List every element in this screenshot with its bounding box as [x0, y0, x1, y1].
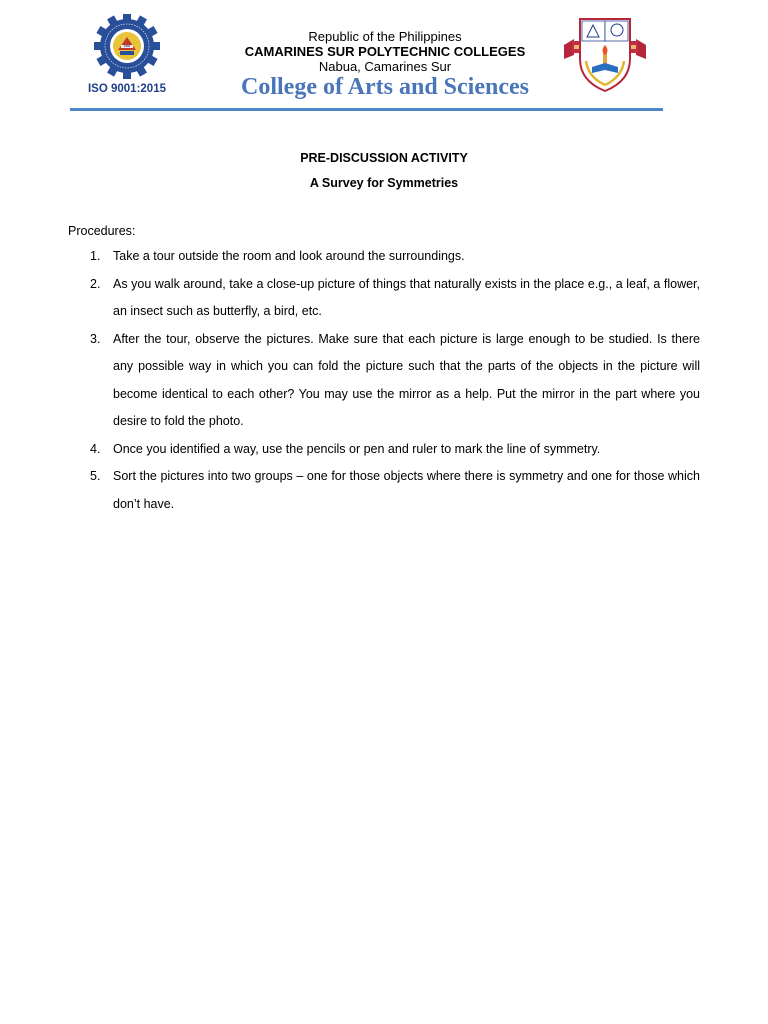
procedure-step: [90, 463, 700, 518]
header-address: Nabua, Camarines Sur: [318, 59, 452, 74]
step-number: 2.: [90, 276, 101, 291]
iso-certification-text: ISO 9001:2015: [87, 83, 167, 95]
step-number: 5.: [90, 469, 101, 483]
activity-title: PRE-DISCUSSION ACTIVITY: [300, 151, 468, 165]
procedure-step: [90, 326, 700, 436]
step-number: 3.: [90, 331, 101, 346]
step-text: As you walk around, take a close-up picture of things that naturally exists in the place e.g., a leaf, a flower, an insect such as butterfly, a bird, etc.: [113, 276, 700, 318]
header-school-name: CAMARINES SUR POLYTECHNIC COLLEGES: [244, 44, 526, 59]
step-number: 4.: [90, 441, 101, 456]
procedure-step: [90, 436, 700, 464]
seal-year: 1983: [123, 44, 131, 49]
step-number: 1.: [90, 249, 101, 263]
step-text: Sort the pictures into two groups – one for those objects where there is symmetry and one for those which don’t have.: [113, 469, 700, 511]
procedure-step: [90, 243, 700, 271]
activity-subtitle: A Survey for Symmetries: [309, 176, 459, 190]
procedure-list: [90, 243, 700, 518]
header-country: Republic of the Philippines: [308, 29, 462, 44]
header-divider: [70, 108, 663, 111]
step-text: Take a tour outside the room and look around the surroundings.: [113, 249, 465, 263]
cspc-seal-logo: [84, 14, 170, 96]
college-crest-logo: [562, 15, 648, 95]
procedures-label: Procedures:: [68, 224, 136, 238]
procedure-step: [90, 271, 700, 326]
header-college-name: College of Arts and Sciences: [241, 74, 529, 100]
step-text: After the tour, observe the pictures. Make sure that each picture is large enough to be studied. Is there any possible way in which you can fold the picture such that the parts of the objects in the picture will become identical to each other? You may use the mirror as a help. Put the mirror in the part where you desire to fold the photo.: [113, 331, 700, 428]
step-text: Once you identified a way, use the pencils or pen and ruler to mark the line of symmetry.: [113, 441, 601, 456]
